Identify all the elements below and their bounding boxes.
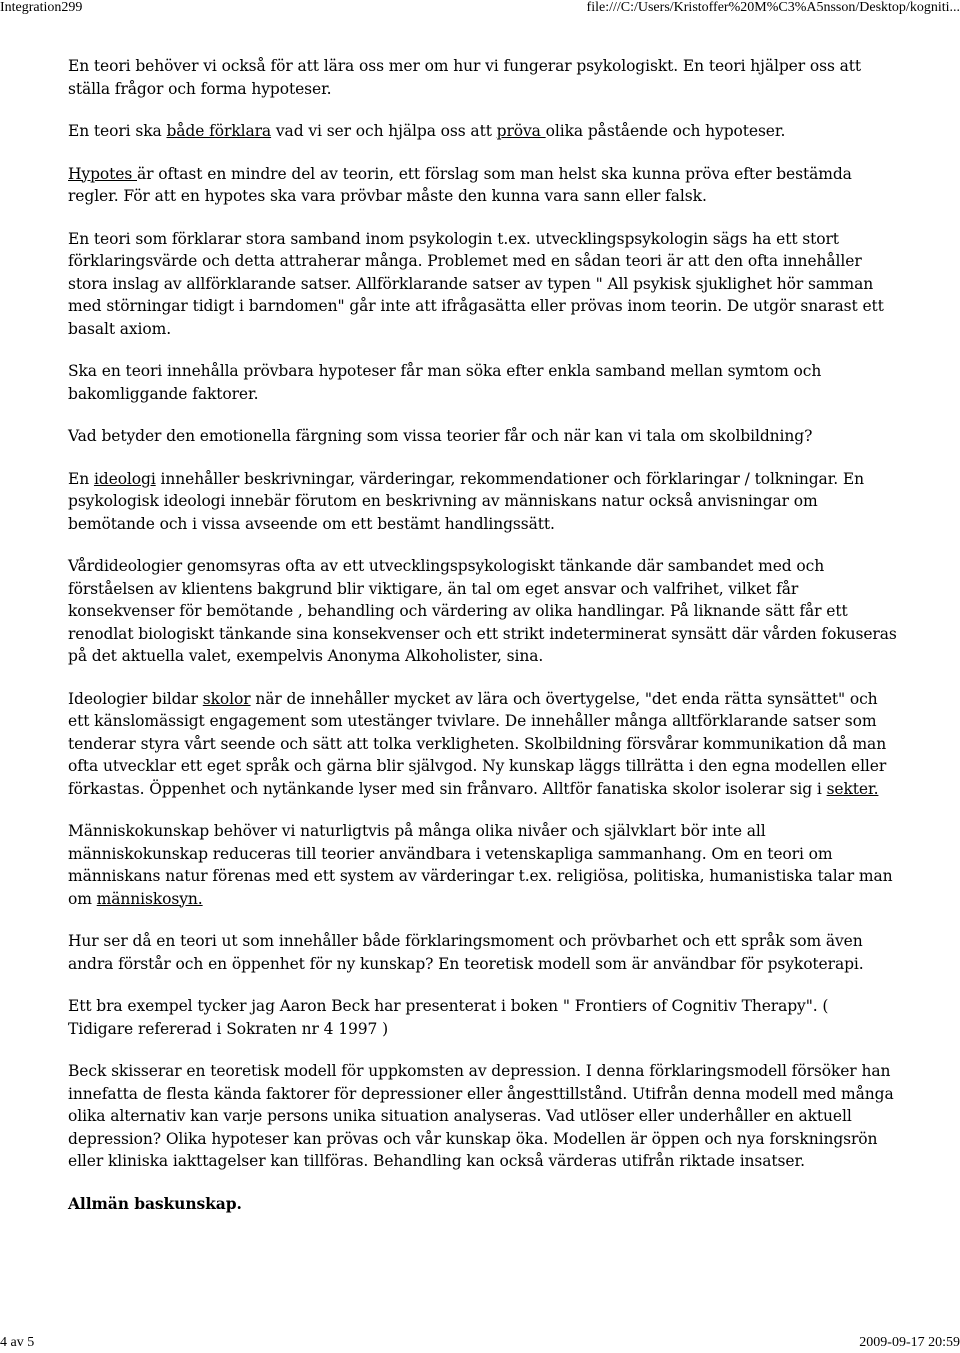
link-prova[interactable]: pröva — [496, 122, 546, 140]
paragraph-1: En teori behöver vi också för att lära oss mer om hur vi fungerar psykologiskt. En teori hjälper oss att ställa frågor och forma hypoteser. — [68, 57, 862, 98]
paragraph-3 — [68, 163, 898, 208]
paragraph-6: Vad betyder den emotionella färgning som vissa teorier får och när kan vi tala om skolbildning? — [68, 427, 813, 445]
section-heading: Allmän baskunskap. — [68, 1193, 242, 1213]
paragraph-10-text: Människokunskap behöver vi naturligtvis på många olika nivåer och självklart bör inte all människokunskap reduceras till teorier användbara i vetenskapliga sammanhang. Om en teori om människans natur förenas med ett system av värderingar t.ex. religiösa, politiska, humanistiska talar man om — [68, 822, 893, 908]
link-skolor[interactable]: skolor — [202, 689, 251, 708]
header-page-title: Integration299 — [0, 0, 83, 15]
paragraph-9-text-b: när de innehåller mycket av lära och övertygelse, "det enda rätta synsättet" och ett känslomässigt engagement som utestänger tvivlare. De innehåller många alltförklarande satser som tenderar styra vårt seende och sätt att tolka verkligheten. Skolbildning försvårar kommunikation då man ofta utvecklar ett eget språk och gärna blir självgod. Ny kunskap läggs tillrätta i den egna modellen eller förkastas. Öppenhet och nytänkande lyser med sin frånvaro. Alltför fanatiska skolor isolerar sig i — [68, 689, 887, 798]
paragraph-7 — [68, 468, 898, 536]
footer-timestamp: 2009-09-17 20:59 — [859, 1335, 960, 1350]
paragraph-4: En teori som förklarar stora samband inom psykologin t.ex. utvecklingspsykologin sägs ha ett stort förklaringsvärde och detta attraherar många. Problemet med en sådan teori är att den ofta innehåller stora inslag av allförklarande satser. Allförklarande satser av typen " All psykisk sjuklighet hör samman med störningar tidigt i barndomen" går inte att ifrågasätta eller prövas inom teorin. De utgör snarast ett basalt axiom. — [68, 229, 884, 338]
paragraph-8: Vårdideologier genomsyras ofta av ett utvecklingspsykologiskt tänkande där sambandet med och förståelsen av klientens bakgrund blir viktigare, än tal om eget ansvar och valfrihet, vilket får konsekvenser för bemötande , behandling och värdering av olika handlingar. På liknande sätt får ett renodlat biologiskt tänkande sina konsekvenser och ett strikt indeterminerat synsätt där vården fokuseras på det aktuella valet, exempelvis Anonyma Alkoholister, sina. — [68, 557, 897, 665]
paragraph-7-text-b: innehåller beskrivningar, värderingar, rekommendationer och förklaringar / tolkningar. En psykologisk ideologi innebär förutom en beskrivning av människans natur också anvisningar om bemötande och i vissa avseende om ett bestämt handlingssätt. — [68, 469, 865, 533]
paragraph-2-text-a: En teori ska — [68, 122, 167, 140]
link-ideologi[interactable]: ideologi — [93, 469, 156, 488]
paragraph-7-text-a: En — [68, 469, 94, 488]
paragraph-12: Ett bra exempel tycker jag Aaron Beck har presenterat i boken " Frontiers of Cognitiv Therapy". ( Tidigare refererad i Sokraten nr 4 1997 ) — [68, 997, 829, 1038]
header-file-url: file:///C:/Users/Kristoffer%20M%C3%A5nsson/Desktop/kogniti... — [586, 0, 960, 15]
link-bade-forklara[interactable]: både förklara — [166, 122, 272, 140]
paragraph-2 — [68, 120, 898, 143]
paragraph-9-text-a: Ideologier bildar — [68, 689, 203, 708]
paragraph-2-text-b: vad vi ser och hjälpa oss att — [271, 122, 497, 140]
paragraph-11: Hur ser då en teori ut som innehåller både förklaringsmoment och prövbarhet och ett språk som även andra förstår och en öppenhet för ny kunskap? En teoretisk modell som är användbar för psykoterapi. — [68, 932, 864, 973]
print-footer — [0, 1335, 960, 1353]
paragraph-13: Beck skisserar en teoretisk modell för uppkomsten av depression. I denna förklaringsmodell försöker han innefatta de flesta kända faktorer för depressioner eller ångesttillstånd. Utifrån denna modell med många olika alternativ kan varje persons unika situation analyseras. Vad utlöser eller underhåller en aktuell depression? Olika hypoteser kan prövas och vår kunskap öka. Modellen är öppen och nya forskningsrön eller kliniska iakttagelser kan tillföras. Behandling kan också värderas utifrån riktade insatser. — [68, 1062, 894, 1170]
paragraph-5: Ska en teori innehålla prövbara hypoteser får man söka efter enkla samband mellan symtom och bakomliggande faktorer. — [68, 362, 822, 403]
paragraph-10 — [68, 820, 898, 910]
paragraph-2-text-c: olika påstående och hypoteser. — [545, 122, 786, 140]
link-manniskosyn[interactable]: människosyn. — [96, 889, 203, 908]
link-hypotes[interactable]: Hypotes — [68, 164, 138, 183]
document-body — [68, 55, 898, 1235]
print-header — [0, 0, 960, 20]
link-sekter[interactable]: sekter. — [826, 779, 879, 798]
paragraph-9 — [68, 688, 898, 801]
paragraph-3-text: är oftast en mindre del av teorin, ett förslag som man helst ska kunna pröva efter bestämda regler. För att en hypotes ska vara prövbar måste den kunna vara sann eller falsk. — [68, 164, 852, 205]
footer-page-number: 4 av 5 — [0, 1335, 35, 1350]
